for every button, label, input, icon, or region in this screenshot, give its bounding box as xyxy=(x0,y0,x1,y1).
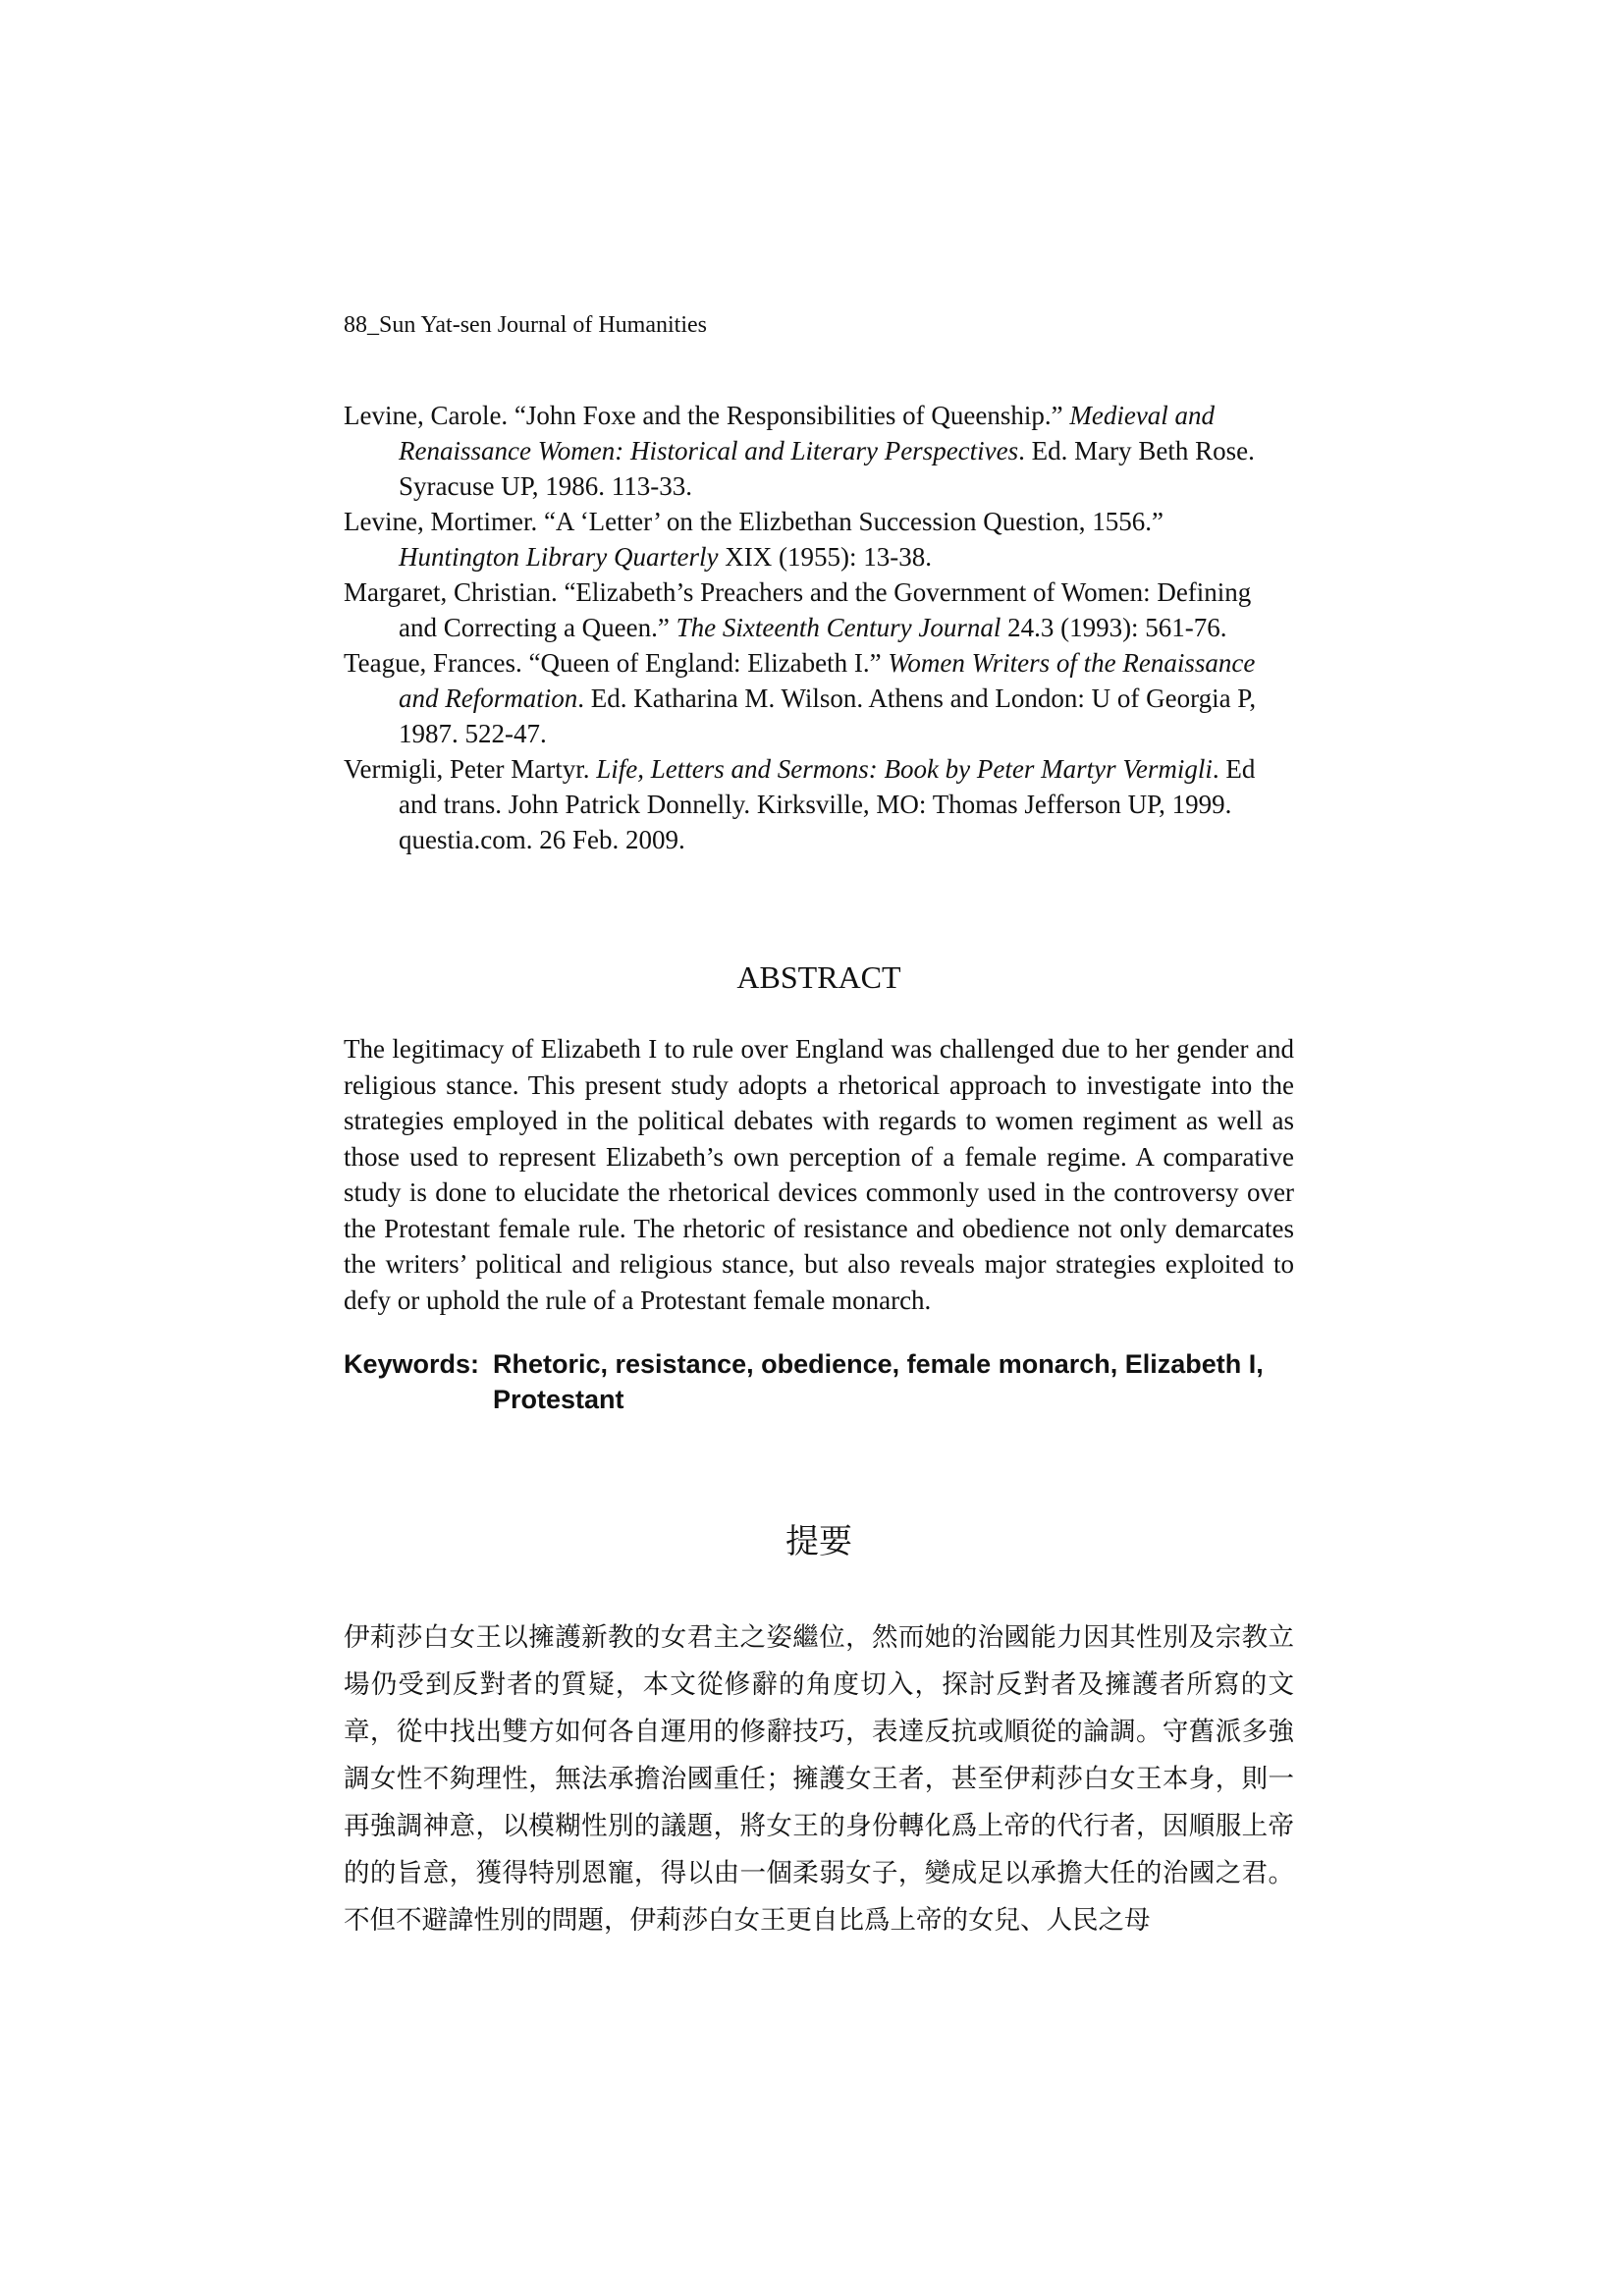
chinese-abstract-body: 伊莉莎白女王以擁護新教的女君主之姿繼位，然而她的治國能力因其性別及宗教立場仍受到反對者的質疑，本文從修辭的角度切入，探討反對者及擁護者所寫的文章，從中找出雙方如何各自運用的修辭技巧，表達反抗或順從的論調。守舊派多強調女性不夠理性，無法承擔治國重任；擁護女王者，甚至伊莉莎白女王本身，則一再強調神意，以模糊性別的議題，將女王的身份轉化爲上帝的代行者，因順服上帝的的旨意，獲得特別恩寵，得以由一個柔弱女子，變成足以承擔大任的治國之君。不但不避諱性別的問題，伊莉莎白女王更自比爲上帝的女兒、人民之母 xyxy=(344,1622,1294,1936)
running-head: 88_Sun Yat-sen Journal of Humanities xyxy=(344,312,707,338)
reference-text: XIX (1955): 13-38. xyxy=(718,542,932,572)
chinese-abstract-heading: 提要 xyxy=(785,1522,852,1561)
reference-text: Margaret, Christian. “Elizabeth’s Preachers and the Government of Women: Defining and Correcting a Queen.” xyxy=(344,577,1252,642)
reference-entry xyxy=(344,398,1286,504)
keywords xyxy=(344,1346,1306,1417)
reference-text: Vermigli, Peter Martyr. xyxy=(344,754,597,784)
reference-text: Levine, Carole. “John Foxe and the Responsibilities of Queenship.” xyxy=(344,401,1070,430)
reference-text: . Ed. Mary Beth Rose. Syracuse UP, 1986. 113-33. xyxy=(399,436,1255,501)
references-list xyxy=(344,398,1286,857)
reference-entry xyxy=(344,645,1286,751)
reference-text: Levine, Mortimer. “A ‘Letter’ on the Elizbethan Succession Question, 1556.” xyxy=(344,507,1164,536)
keywords-list: Rhetoric, resistance, obedience, female monarch, Elizabeth I, Protestant xyxy=(493,1349,1264,1414)
reference-title: The Sixteenth Century Journal xyxy=(676,613,1001,642)
reference-text: Teague, Frances. “Queen of England: Elizabeth I.” xyxy=(344,648,889,678)
reference-entry xyxy=(344,504,1286,574)
reference-entry xyxy=(344,574,1286,645)
keywords-label: Keywords: xyxy=(344,1349,480,1379)
reference-entry xyxy=(344,751,1286,857)
reference-title: Women Writers of the Renaissance and Reformation xyxy=(399,648,1256,713)
reference-title: Huntington Library Quarterly xyxy=(399,542,719,572)
reference-text: 24.3 (1993): 561-76. xyxy=(1001,613,1227,642)
reference-title: Medieval and Renaissance Women: Historical and Literary Perspectives xyxy=(399,401,1216,465)
abstract-body: The legitimacy of Elizabeth I to rule over England was challenged due to her gender and religious stance. This present study adopts a rhetorical approach to investigate into the strategies employed in the political debates with regards to women regiment as well as those used to represent Elizabeth’s own perception of a female regime. A comparative study is done to elucidate the rhetorical devices commonly used in the controversy over the Protestant female rule. The rhetoric of resistance and obedience not only demarcates the writers’ political and religious stance, but also reveals major strategies exploited to defy or uphold the rule of a Protestant female monarch. xyxy=(344,1034,1294,1315)
abstract-heading: ABSTRACT xyxy=(736,959,901,995)
reference-text: . Ed and trans. John Patrick Donnelly. Kirksville, MO: Thomas Jefferson UP, 1999. questia.com. 26 Feb. 2009. xyxy=(399,754,1256,854)
reference-title: Life, Letters and Sermons: Book by Peter Martyr Vermigli xyxy=(596,754,1213,784)
reference-text: . Ed. Katharina M. Wilson. Athens and London: U of Georgia P, 1987. 522-47. xyxy=(399,683,1257,748)
